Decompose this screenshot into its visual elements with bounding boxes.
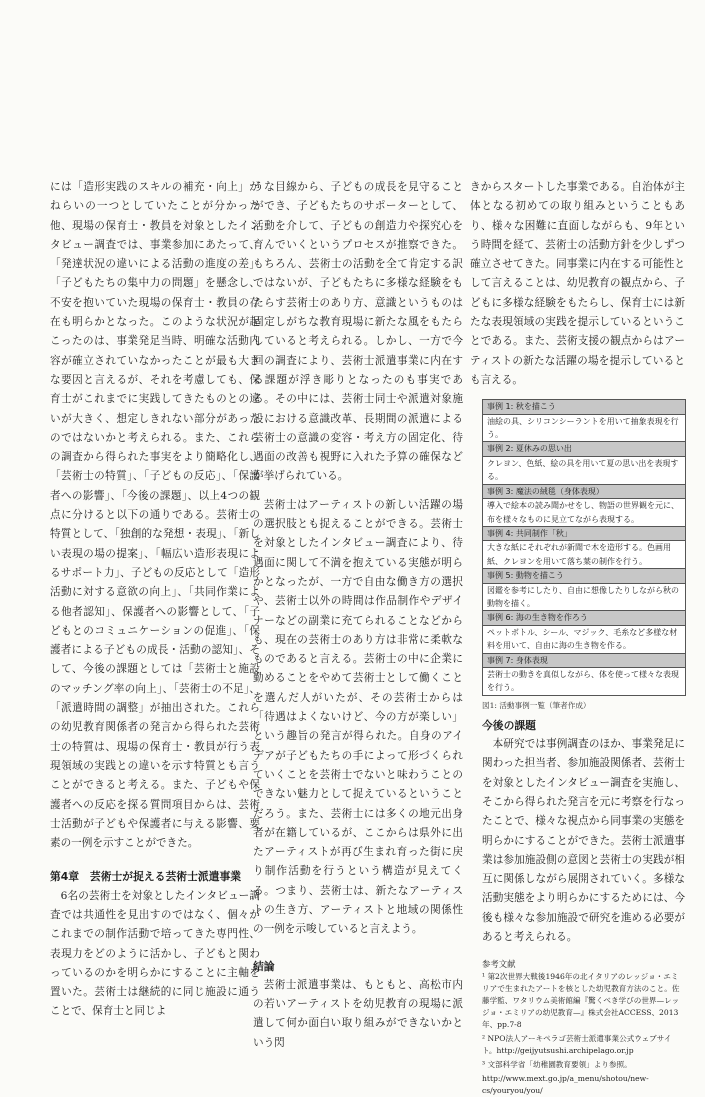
references-title: 参考文献 <box>482 959 516 970</box>
case-title: 事例 7: 身体表現 <box>483 653 685 667</box>
figure-caption: 図1: 活動事例一覧（筆者作成） <box>482 700 591 710</box>
text-column-3 <box>470 178 685 1097</box>
paragraph: 芸術士はアーティストの新しい活躍の場の選択肢とも捉えることができる。芸術士を対象としたインタビュー調査により、待遇面に関して不満を抱えている実態が明らかとなったが、一方で自由な働き方の選択や、芸術士以外の時間は作品制作やデザイナーなどの副業に充てられることなどからも、現在の芸術士のあり方は非常に柔軟なものであると言える。芸術士の中に企業に勤めることをやめて芸術士として働くことを選んだ人がいたが、その芸術士からは「待遇はよくないけど、今の方が楽しい」という趣旨の発言が得られた。自身のアイデアが子どもたちの手によって形づくられていくことを芸術士でないと味わうことのできない魅力として捉えているということだろう。また、芸術士には多くの地元出身者が在籍しているが、ここからは県外に出たアーティストが再び生まれ育った街に戻り制作活動を行うという構造が見えてくる。つまり、芸術士は、新たなアーティストの生き方、アーティストと地域の関係性の一例を示唆していると言えよう。 <box>253 498 463 936</box>
case-description: 油絵の具、シリコンシーラントを用いて抽象表現を行う。 <box>483 414 685 442</box>
reference-item: ¹ 第2次世界大戦後1946年の北イタリアのレッジョ・エミリアで生まれたアートを核とした幼児教育方法のこと。佐藤学監、ワタリウム美術館編『驚くべき学びの世界—レッジョ・エミリアの幼児教育—』株式会社ACCESS、2013年、pp.7-8 <box>482 972 680 1030</box>
case-title: 事例 1: 秋を描こう <box>483 400 685 413</box>
text-column-2 <box>253 178 463 1053</box>
section-heading: 結論 <box>253 959 275 973</box>
text-column-1 <box>50 178 260 1022</box>
reference-item: ² NPO法人アーキペラゴ芸術士派遣事業公式ウェブサイト。http://geijyutsushi.archipelago.or.jp <box>482 1034 672 1056</box>
case-description: ペットボトル、シール、マジック、毛糸など多様な材料を用いて、自由に海の生き物を作る。 <box>483 625 685 653</box>
reference-item: ³ 文部科学省「幼稚園教育要領」より参照。 <box>482 1060 632 1070</box>
case-title: 事例 5: 動物を描こう <box>483 568 685 582</box>
case-title: 事例 2: 夏休みの思い出 <box>483 441 685 455</box>
reference-url: http://www.mext.go.jp/a_menu/shotou/new-cs/youryou/you/ <box>482 1074 649 1096</box>
paragraph: うな目線から、子どもの成長を見守ることができ、子どもたちのサポーターとして、活動を介して、子どもの創造力や探究心を育んでいくというプロセスが推察できた。もちろん、芸術士の活動を全て肯定する訳ではないが、子どもたちに多様な経験をもたらす芸術士のあり方、意識というものは固定しがちな教育現場に新たな風をもたらしていると考えられる。しかし、一方で今回の調査により、芸術士派遣事業に内在する課題が浮き彫りとなったのも事実である。その中には、芸術士同士や派遣対象施設における意識改革、長期間の派遣による芸術士の意識の変容・考え方の固定化、待遇面の改善も視野に入れた予算の確保などが挙げられている。 <box>253 181 463 483</box>
paragraph: 6名の芸術士を対象としたインタビュー調査では共通性を見出すのではなく、個々がこれまでの制作活動で培ってきた専門性、表現力をどのように活かし、子どもと関わっているのかを明らかにすることに主軸を置いた。芸術士は継続的に同じ施設に通うことで、保育士と同じよ <box>50 889 260 1018</box>
paragraph: きからスタートした事業である。自治体が主体となる初めての取り組みということもあり、様々な困難に直面しながらも、9年という時間を経て、芸術士の活動方針を少しずつ確立させてきた。同事業に内在する可能性として言えることは、幼児教育の観点から、子どもに多様な経験をもたらし、保育士には新たな表現領域の実践を提示しているということである。また、芸術支援の観点からはアーティストの新たな活躍の場を提示しているとも言える。 <box>470 181 685 386</box>
case-description: クレヨン、色紙、絵の具を用いて夏の思い出を表現する。 <box>483 456 685 484</box>
case-description: 芸術士の動きを真似しながら、体を使って様々な表現を行う。 <box>483 667 685 695</box>
paragraph: 本研究では事例調査のほか、事業発足に関わった担当者、参加施設関係者、芸術士を対象としたインタビュー調査を実施し、そこから得られた発言を元に考察を行なったことで、様々な視点から同事業の実態を明らかにすることができた。芸術士派遣事業は参加施設側の意図と芸術士の実践が相互に関係しながら展開されていく。多様な活動実態をより明らかにするためには、今後も様々な参加施設で研究を進める必要があると考えられる。 <box>482 738 685 944</box>
paragraph: には「造形実践のスキルの補充・向上」がねらいの一つとしていたことが分かった他、現場の保育士・教員を対象としたインタビュー調査では、事業参加にあたって、「発達状況の違いによる活動の進度の差」「子どもたちの集中力の問題」を懸念し、不安を抱いていた現場の保育士・教員の存在も明らかとなった。このような状況が起こったのは、事業発足当時、明確な活動内容が確立されていなかったことが最も大きな要因と言えるが、それを考慮しても、保育士がこれまでに実践してきたものとの違いが大きく、想定しきれない部分があったのではないかと考えられる。また、これらの調査から得られた事実をより簡略化し、「芸術士の特質」、「子どもの反応」、「保護者への影響」、「今後の課題」、以上4つの観点に分けると以下の通りである。芸術士の特質として、「独創的な発想・表現」、「新しい表現の場の提案」、「幅広い造形表現によるサポート力」、子どもの反応として「造形活動に対する意欲の向上」、「共同作業による他者認知」、保護者への影響として、「子どもとのコミュニケーションの促進」、「保護者による子どもの成長・活動の認知」、そして、今後の課題としては「芸術士と施設のマッチング率の向上」、「芸術士の不足」、「派遣時間の調整」が抽出された。これらの幼児教育関係者の発言から得られた芸術士の特質は、現場の保育士・教員が行う表現領域の実践との違いを示す特質とも言うことができると考える。また、子どもや保護者への反応を探る質問項目からは、芸術士活動が子どもや保護者に与える影響、要素の一例を示すことができた。 <box>50 181 260 850</box>
section-heading: 今後の課題 <box>482 718 536 732</box>
chapter-heading: 第4章 芸術士が捉える芸術士派遣事業 <box>50 870 242 884</box>
case-description: 図鑑を参考にしたり、自由に想像したりしながら秋の動物を描く。 <box>483 583 685 611</box>
references-list <box>482 971 685 1097</box>
case-title: 事例 4: 共同制作「秋」 <box>483 526 685 540</box>
paragraph: 芸術士派遣事業は、もともと、高松市内の若いアーティストを幼児教育の現場に派遣して何か面白い取り組みができないかという閃 <box>253 978 463 1049</box>
case-title: 事例 3: 魔法の絨毯（身体表現） <box>483 484 685 498</box>
case-description: 導入で絵本の読み聞かせをし、物語の世界観を元に、布を様々なものに見立てながら表現する。 <box>483 498 685 526</box>
activity-case-table <box>482 399 686 696</box>
case-title: 事例 6: 海の生き物を作ろう <box>483 610 685 624</box>
case-description: 大きな紙にそれぞれが新聞で木を造形する。色画用紙、クレヨンを用いて落ち葉の制作を行う。 <box>483 540 685 568</box>
